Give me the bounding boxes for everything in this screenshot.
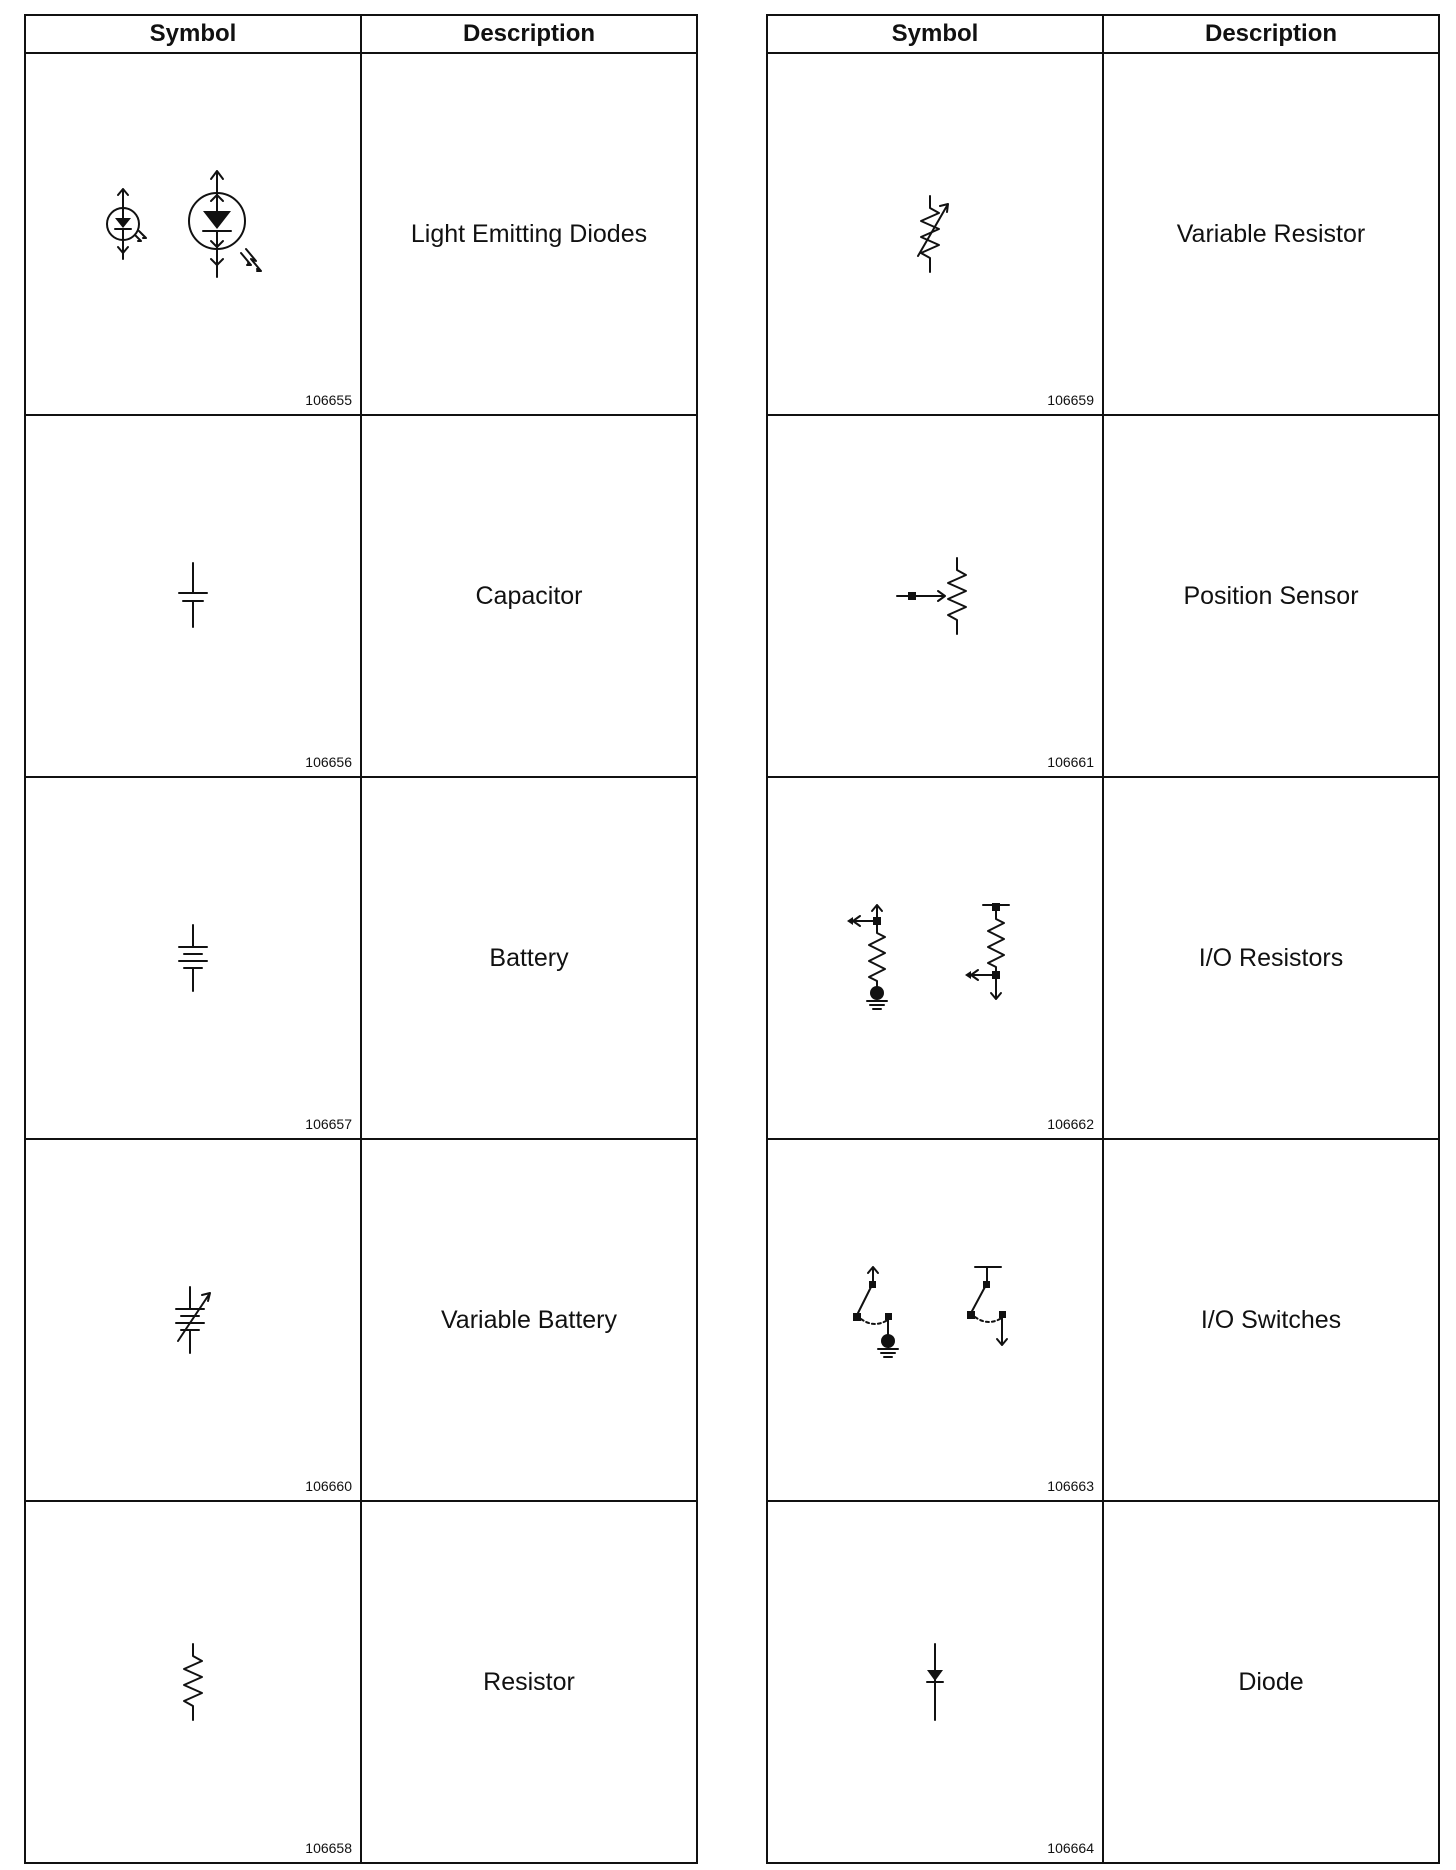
figure-code: 106661 bbox=[1047, 754, 1094, 770]
battery-icon bbox=[173, 923, 213, 993]
position-sensor-icon bbox=[895, 556, 975, 636]
symbol-cell bbox=[767, 777, 1103, 1139]
symbol-cell bbox=[25, 1501, 361, 1863]
capacitor-icon bbox=[173, 561, 213, 631]
symbol-cell bbox=[25, 415, 361, 777]
figure-code: 106657 bbox=[305, 1116, 352, 1132]
description-cell: Capacitor bbox=[361, 415, 697, 777]
symbol-cell bbox=[767, 415, 1103, 777]
table-row bbox=[767, 415, 1439, 777]
symbol-table-left bbox=[24, 14, 698, 1864]
table-row bbox=[25, 1501, 697, 1863]
light-emitting-diodes-icon bbox=[93, 169, 293, 299]
description-column-header: Description bbox=[1103, 15, 1439, 53]
figure-code: 106656 bbox=[305, 754, 352, 770]
figure-code: 106660 bbox=[305, 1478, 352, 1494]
figure-code: 106662 bbox=[1047, 1116, 1094, 1132]
symbol-cell bbox=[767, 53, 1103, 415]
description-cell: Position Sensor bbox=[1103, 415, 1439, 777]
io-resistors-icon bbox=[845, 903, 1025, 1013]
symbol-cell bbox=[25, 1139, 361, 1501]
description-cell: Resistor bbox=[361, 1501, 697, 1863]
symbol-cell bbox=[767, 1139, 1103, 1501]
table-row bbox=[25, 415, 697, 777]
table-row bbox=[25, 777, 697, 1139]
io-switches-icon bbox=[845, 1265, 1025, 1375]
table-row bbox=[767, 1139, 1439, 1501]
symbol-table-right bbox=[766, 14, 1440, 1864]
figure-code: 106659 bbox=[1047, 392, 1094, 408]
table-header-row bbox=[767, 15, 1439, 53]
description-cell: Diode bbox=[1103, 1501, 1439, 1863]
description-cell: Variable Resistor bbox=[1103, 53, 1439, 415]
figure-code: 106664 bbox=[1047, 1840, 1094, 1856]
table-row bbox=[767, 1501, 1439, 1863]
variable-resistor-icon bbox=[910, 194, 960, 274]
table-row bbox=[25, 53, 697, 415]
symbol-column-header: Symbol bbox=[767, 15, 1103, 53]
figure-code: 106663 bbox=[1047, 1478, 1094, 1494]
description-cell: I/O Resistors bbox=[1103, 777, 1439, 1139]
figure-code: 106658 bbox=[305, 1840, 352, 1856]
symbol-cell bbox=[767, 1501, 1103, 1863]
table-header-row bbox=[25, 15, 697, 53]
symbol-cell bbox=[25, 53, 361, 415]
variable-battery-icon bbox=[168, 1285, 218, 1355]
description-column-header: Description bbox=[361, 15, 697, 53]
table-row bbox=[767, 53, 1439, 415]
symbol-column-header: Symbol bbox=[25, 15, 361, 53]
description-cell: Battery bbox=[361, 777, 697, 1139]
table-row bbox=[25, 1139, 697, 1501]
resistor-icon bbox=[178, 1642, 208, 1722]
figure-code: 106655 bbox=[305, 392, 352, 408]
description-cell: Variable Battery bbox=[361, 1139, 697, 1501]
table-row bbox=[767, 777, 1439, 1139]
diode-icon bbox=[915, 1642, 955, 1722]
symbol-cell bbox=[25, 777, 361, 1139]
description-cell: Light Emitting Diodes bbox=[361, 53, 697, 415]
description-cell: I/O Switches bbox=[1103, 1139, 1439, 1501]
